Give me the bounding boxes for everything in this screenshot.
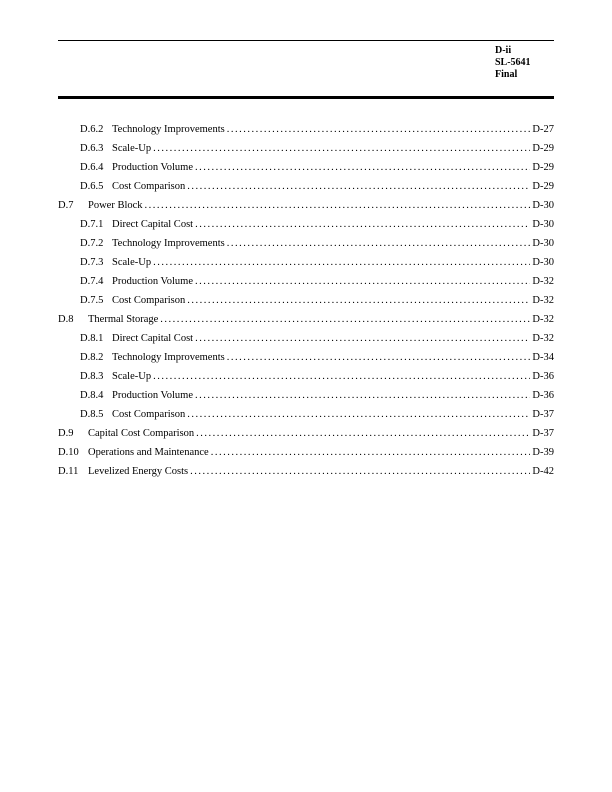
- toc-entry-title: Technology Improvements: [112, 124, 225, 135]
- toc-entry-page: D-30: [532, 219, 554, 230]
- toc-entry-title: Levelized Energy Costs: [88, 466, 189, 477]
- toc-entry-number: D.8: [58, 314, 74, 325]
- toc-entry: [58, 390, 554, 402]
- toc-entry-number: D.9: [58, 428, 74, 439]
- toc-entry-number: D.8.1: [80, 333, 104, 344]
- toc-dot-leader: [187, 295, 530, 307]
- toc-entry: [58, 295, 554, 307]
- toc-entry-number: D.6.2: [80, 124, 104, 135]
- toc-entry-title: Thermal Storage: [88, 314, 159, 325]
- toc-entry: [58, 276, 554, 288]
- toc-entry: [58, 219, 554, 231]
- toc-dot-leader: [153, 371, 530, 383]
- toc-entry-page: D-37: [532, 409, 554, 420]
- toc-entry-title: Cost Comparison: [112, 295, 186, 306]
- toc-entry-title: Direct Capital Cost: [112, 333, 194, 344]
- toc-entry-page: D-30: [532, 257, 554, 268]
- toc-dot-leader: [153, 143, 530, 155]
- toc-dot-leader: [187, 409, 530, 421]
- toc-entry-number: D.6.5: [80, 181, 104, 192]
- toc-entry-number: D.7.5: [80, 295, 104, 306]
- toc-dot-leader: [145, 200, 531, 212]
- toc-entry: [58, 314, 554, 326]
- toc-entry-title: Technology Improvements: [112, 238, 225, 249]
- toc-entry-number: D.8.4: [80, 390, 104, 401]
- toc-entry-page: D-30: [532, 200, 554, 211]
- toc-entry: [58, 447, 554, 459]
- toc-dot-leader: [195, 390, 530, 402]
- page-header: [495, 45, 531, 81]
- toc-dot-leader: [227, 124, 531, 136]
- toc-entry: [58, 333, 554, 345]
- toc-entry-page: D-32: [532, 276, 554, 287]
- toc-entry: [58, 257, 554, 269]
- toc-entry: [58, 162, 554, 174]
- toc-dot-leader: [227, 352, 531, 364]
- toc-entry-number: D.11: [58, 466, 79, 477]
- toc-entry: [58, 371, 554, 383]
- toc-entry-title: Production Volume: [112, 276, 193, 287]
- toc-entry-page: D-36: [532, 371, 554, 382]
- toc-entry-number: D.6.4: [80, 162, 104, 173]
- header-page-label: D-ii: [495, 45, 512, 56]
- toc-entry-page: D-36: [532, 390, 554, 401]
- toc-entry-title: Operations and Maintenance: [88, 447, 209, 458]
- toc-dot-leader: [160, 314, 530, 326]
- toc-entry: [58, 409, 554, 421]
- toc-entry-page: D-29: [532, 181, 554, 192]
- toc-entry-page: D-29: [532, 162, 554, 173]
- toc-dot-leader: [187, 181, 530, 193]
- header-rule-thick: [58, 96, 554, 99]
- toc-entry-page: D-37: [532, 428, 554, 439]
- toc-entry-title: Technology Improvements: [112, 352, 225, 363]
- toc-entry-page: D-32: [532, 314, 554, 325]
- toc-entry-number: D.7.3: [80, 257, 104, 268]
- toc-entry: [58, 124, 554, 136]
- toc-entry: [58, 352, 554, 364]
- toc-entry-title: Power Block: [88, 200, 143, 211]
- toc-entry-title: Cost Comparison: [112, 409, 186, 420]
- toc-dot-leader: [195, 162, 530, 174]
- toc-entry-title: Production Volume: [112, 162, 193, 173]
- toc-entry-title: Production Volume: [112, 390, 193, 401]
- toc-entry-number: D.6.3: [80, 143, 104, 154]
- toc-entry-page: D-27: [532, 124, 554, 135]
- toc-entry-number: D.7.1: [80, 219, 104, 230]
- toc-dot-leader: [190, 466, 530, 478]
- toc-dot-leader: [227, 238, 531, 250]
- toc-entry-page: D-34: [532, 352, 554, 363]
- table-of-contents: [58, 124, 554, 485]
- toc-entry: [58, 466, 554, 478]
- header-doc-number: SL-5641: [495, 57, 531, 68]
- toc-entry-title: Capital Cost Comparison: [88, 428, 195, 439]
- toc-dot-leader: [153, 257, 530, 269]
- toc-entry-title: Direct Capital Cost: [112, 219, 194, 230]
- toc-entry: [58, 200, 554, 212]
- toc-dot-leader: [195, 276, 530, 288]
- toc-entry-page: D-30: [532, 238, 554, 249]
- toc-entry-page: D-32: [532, 333, 554, 344]
- toc-entry-title: Scale-Up: [112, 143, 152, 154]
- toc-entry-title: Scale-Up: [112, 371, 152, 382]
- toc-entry-page: D-29: [532, 143, 554, 154]
- toc-entry-number: D.10: [58, 447, 79, 458]
- toc-entry-number: D.8.3: [80, 371, 104, 382]
- toc-entry: [58, 181, 554, 193]
- toc-dot-leader: [211, 447, 531, 459]
- toc-entry-number: D.7.4: [80, 276, 104, 287]
- toc-entry-number: D.7: [58, 200, 74, 211]
- toc-entry-page: D-39: [532, 447, 554, 458]
- toc-entry-title: Cost Comparison: [112, 181, 186, 192]
- toc-entry: [58, 428, 554, 440]
- toc-dot-leader: [196, 428, 530, 440]
- toc-dot-leader: [195, 219, 530, 231]
- toc-entry-number: D.8.2: [80, 352, 104, 363]
- toc-dot-leader: [195, 333, 530, 345]
- header-status: Final: [495, 69, 518, 80]
- toc-entry-title: Scale-Up: [112, 257, 152, 268]
- toc-entry-number: D.8.5: [80, 409, 104, 420]
- toc-entry: [58, 143, 554, 155]
- toc-entry-page: D-42: [532, 466, 554, 477]
- header-rule-thin: [58, 40, 554, 41]
- toc-entry-number: D.7.2: [80, 238, 104, 249]
- toc-entry: [58, 238, 554, 250]
- toc-entry-page: D-32: [532, 295, 554, 306]
